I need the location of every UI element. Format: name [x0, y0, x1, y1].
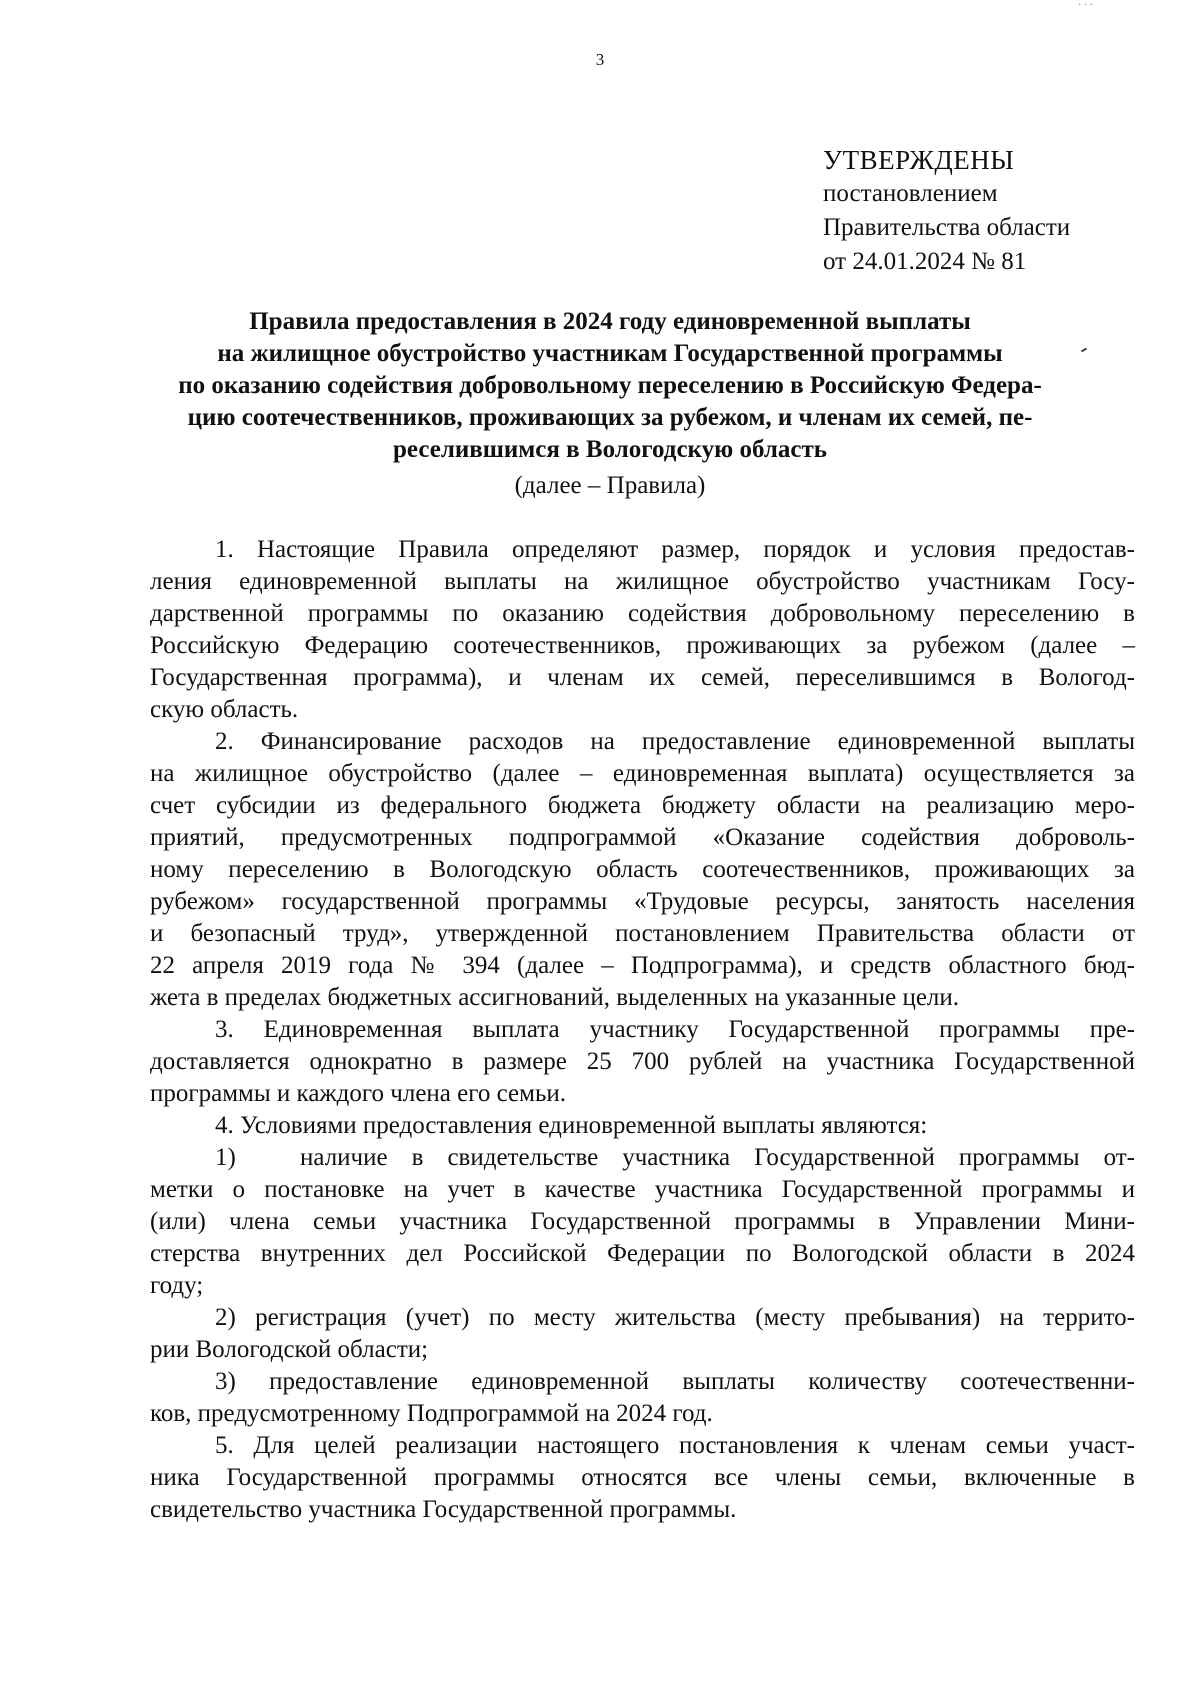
page-number: 3 — [595, 50, 605, 69]
document-body — [150, 534, 1135, 1526]
scan-speck — [1081, 348, 1087, 353]
paragraph-line: метки о постановке на учет в качестве участника Государственной программы и — [150, 1176, 1135, 1203]
approval-heading: УТВЕРЖДЕНЫ — [823, 145, 1015, 175]
approval-line: постановлением — [823, 180, 998, 207]
paragraph-line: году; — [150, 1272, 204, 1299]
paragraph-line: ков, предусмотренному Подпрограммой на 2024 год. — [150, 1400, 713, 1427]
paragraph-line: стерства внутренних дел Российской Федерации по Вологодской области в 2024 — [150, 1240, 1135, 1267]
title-line: реселившимся в Вологодскую область — [393, 436, 827, 463]
paragraph-line: 3) предоставление единовременной выплаты количеству соотечественни- — [215, 1368, 1135, 1395]
paragraph-line: (или) члена семьи участника Государственной программы в Управлении Мини- — [150, 1208, 1135, 1235]
paragraph-line: приятий, предусмотренных подпрограммой «Оказание содействия доброволь- — [150, 824, 1135, 851]
paragraph-line: ления единовременной выплаты на жилищное обустройство участникам Госу- — [150, 568, 1135, 595]
paragraph-line: 3. Единовременная выплата участнику Государственной программы пре- — [215, 1016, 1135, 1043]
document-subtitle: (далее – Правила) — [514, 472, 706, 499]
paragraph-line: ника Государственной программы относятся все члены семьи, включенные в — [150, 1464, 1135, 1491]
paragraph-line: 2) регистрация (учет) по месту жительства (месту пребывания) на террито- — [215, 1304, 1135, 1331]
title-line: Правила предоставления в 2024 году единовременной выплаты — [249, 308, 971, 335]
approval-stamp — [823, 143, 1070, 279]
approval-line: от 24.01.2024 № 81 — [823, 248, 1027, 275]
paragraph-line: свидетельство участника Государственной программы. — [150, 1496, 737, 1523]
paragraph-line: 4. Условиями предоставления единовременной выплаты являются: — [215, 1112, 928, 1139]
list-item-text: наличие в свидетельстве участника Государственной программы от- — [300, 1144, 1135, 1171]
document-title — [140, 306, 1080, 466]
paragraph-line: 5. Для целей реализации настоящего постановления к членам семьи участ- — [215, 1432, 1135, 1459]
paragraph-line: дарственной программы по оказанию содействия добровольному переселению в — [150, 600, 1135, 627]
paragraph-line: доставляется однократно в размере 25 700 рублей на участника Государственной — [150, 1048, 1135, 1075]
list-item-number: 1) — [215, 1144, 236, 1171]
paragraph-line: ному переселению в Вологодскую область соотечественников, проживающих за — [150, 856, 1135, 883]
paragraph-line: Государственная программа), и членам их семей, переселившимся в Вологод- — [150, 664, 1135, 691]
paragraph-line: программы и каждого члена его семьи. — [150, 1080, 566, 1107]
paragraph-line: скую область. — [150, 696, 299, 723]
paragraph-line: счет субсидии из федерального бюджета бюджету области на реализацию меро- — [150, 792, 1135, 819]
paragraph-line: жета в пределах бюджетных ассигнований, выделенных на указанные цели. — [150, 984, 960, 1011]
paragraph-line: рубежом» государственной программы «Трудовые ресурсы, занятость населения — [150, 888, 1135, 915]
title-line: на жилищное обустройство участникам Государственной программы — [217, 340, 1003, 367]
paragraph-line: 22 апреля 2019 года № 394 (далее – Подпрограмма), и средств областного бюд- — [150, 952, 1135, 979]
scan-corner-mark: · · · — [1078, 0, 1093, 11]
paragraph-line: рии Вологодской области; — [150, 1336, 429, 1363]
paragraph-line: на жилищное обустройство (далее – единовременная выплата) осуществляется за — [150, 760, 1135, 787]
approval-line: Правительства области — [823, 214, 1071, 241]
paragraph-line: 1. Настоящие Правила определяют размер, порядок и условия предостав- — [215, 536, 1135, 563]
paragraph-line: 2. Финансирование расходов на предоставление единовременной выплаты — [215, 728, 1135, 755]
paragraph-line: и безопасный труд», утвержденной постановлением Правительства области от — [150, 920, 1135, 947]
paragraph-line: Российскую Федерацию соотечественников, проживающих за рубежом (далее – — [150, 632, 1135, 659]
title-line: по оказанию содействия добровольному переселению в Российскую Федера- — [178, 372, 1042, 399]
list-item-line — [150, 1142, 1135, 1174]
title-line: цию соотечественников, проживающих за рубежом, и членам их семей, пе- — [187, 404, 1033, 431]
